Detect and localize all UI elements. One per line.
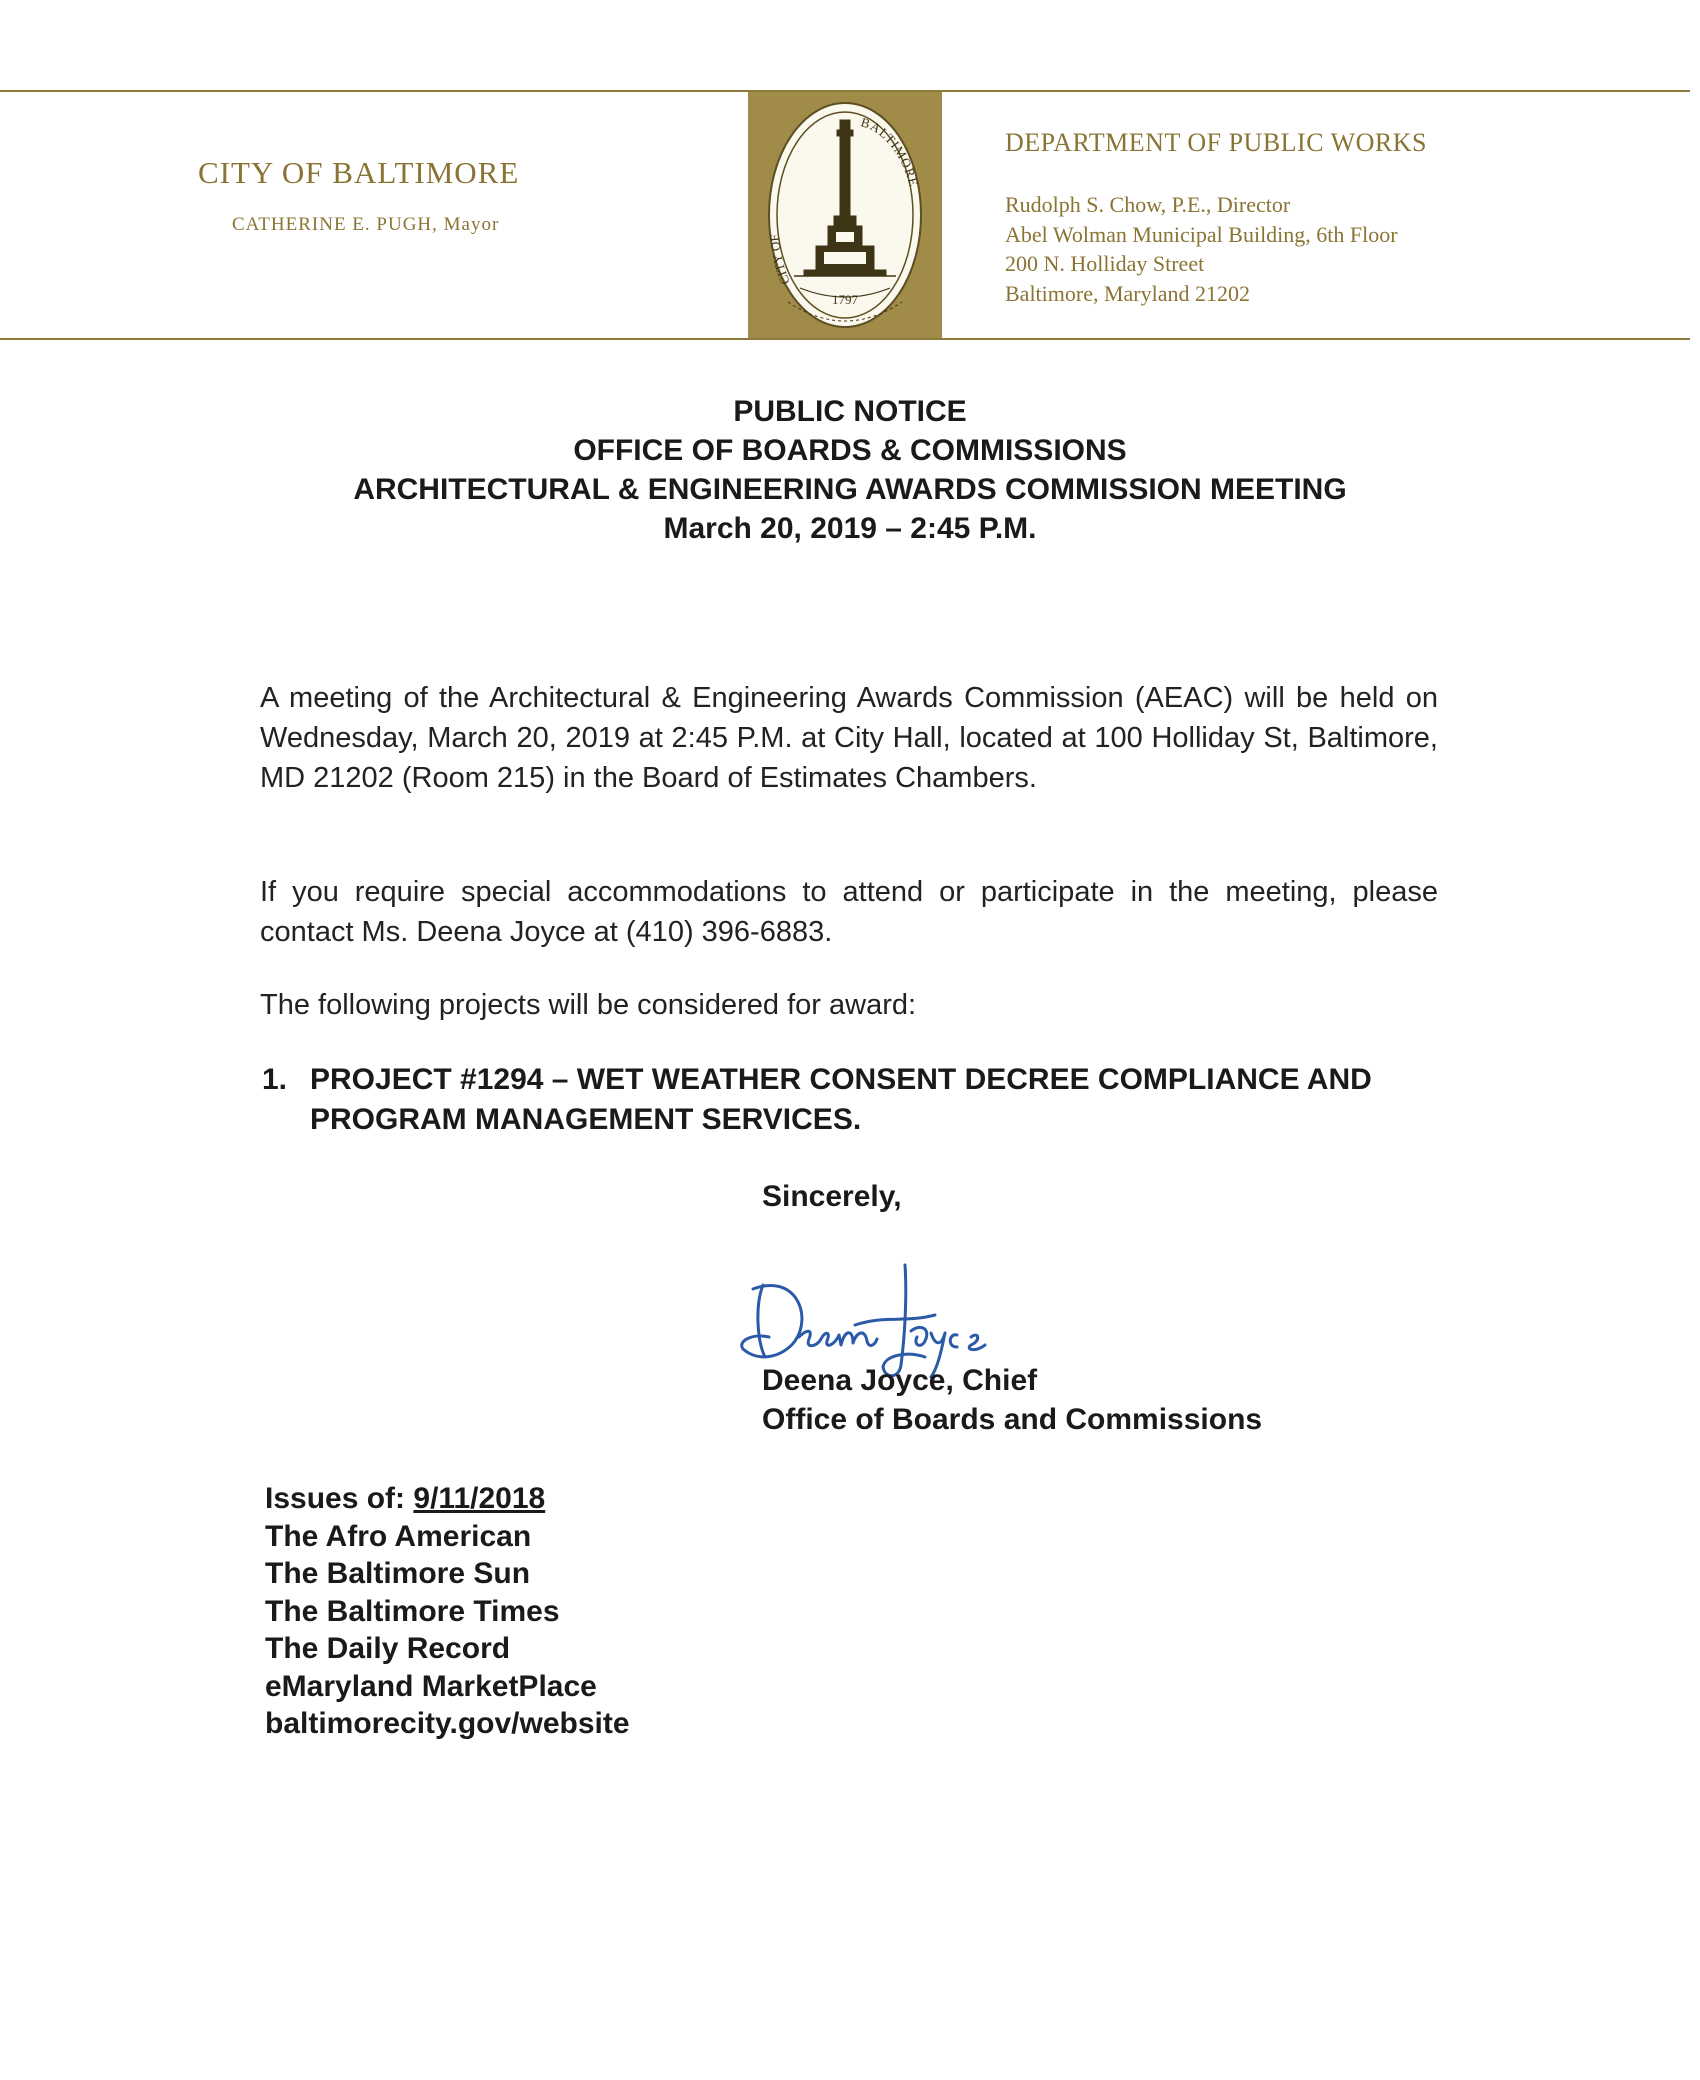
city-name: CITY OF BALTIMORE [198,155,520,190]
publication-item: The Daily Record [265,1632,511,1665]
seal-top-text: CITY OF [766,233,793,287]
city-line: Baltimore, Maryland 21202 [1005,280,1251,306]
seal-year: 1797 [832,292,858,307]
accommodations-paragraph: If you require special accommodations to attend or participate in the meeting, please contact Ms. Deena Joyce at (410) 396-6883. [260,876,1438,948]
department-title: DEPARTMENT OF PUBLIC WORKS [1005,128,1427,157]
projects-intro: The following projects will be considered for award: [260,989,917,1021]
department-address [1005,190,1398,308]
meeting-paragraph: A meeting of the Architectural & Engineering Awards Commission (AEAC) will be held on Wednesday, March 20, 2019 at 2:45 P.M. at City Hall, located at 100 Holliday St, Baltimore, MD 21202 (Room 215) in the Board of Estimates Chambers. [260,682,1438,794]
notice-date-time: March 20, 2019 – 2:45 P.M. [663,512,1037,545]
letterhead-bottom-rule [0,338,1690,340]
publication-item: The Afro American [265,1519,532,1553]
publication-item: The Baltimore Times [265,1594,560,1628]
signature-text: Deena Joyce [735,1245,741,1246]
notice-title: PUBLIC NOTICE [733,395,967,428]
notice-meeting-name: ARCHITECTURAL & ENGINEERING AWARDS COMMISSION MEETING [353,473,1347,506]
mayor-name: CATHERINE E. PUGH, Mayor [232,214,500,235]
publication-item: The Baltimore Sun [265,1557,531,1590]
issues-label: Issues of: [265,1482,406,1515]
director-line: Rudolph S. Chow, P.E., Director [1005,192,1291,217]
project-number: 1. [262,1063,288,1096]
signer-name-title: Deena Joyce, Chief [762,1364,1038,1397]
publication-item: eMaryland MarketPlace [265,1669,597,1703]
city-seal [748,92,942,338]
seal-side-text: BALTIMORE [859,114,922,189]
notice-office: OFFICE OF BOARDS & COMMISSIONS [573,434,1127,467]
issues-line [265,1480,630,1518]
issues-list [265,1480,630,1743]
signature-block [762,1361,1262,1439]
seal-icon [748,92,942,338]
signer-office: Office of Boards and Commissions [762,1403,1263,1436]
street-line: 200 N. Holliday Street [1005,251,1205,276]
issues-date: 9/11/2018 [413,1482,546,1515]
publication-item: baltimorecity.gov/website [265,1707,630,1740]
project-title: PROJECT #1294 – WET WEATHER CONSENT DECREE COMPLIANCE AND PROGRAM MANAGEMENT SERVICES. [310,1063,1372,1136]
notice-heading [0,392,1700,548]
project-list-item [262,1060,1442,1140]
closing-sincerely: Sincerely, [762,1180,902,1213]
building-line: Abel Wolman Municipal Building, 6th Floor [1005,221,1398,247]
